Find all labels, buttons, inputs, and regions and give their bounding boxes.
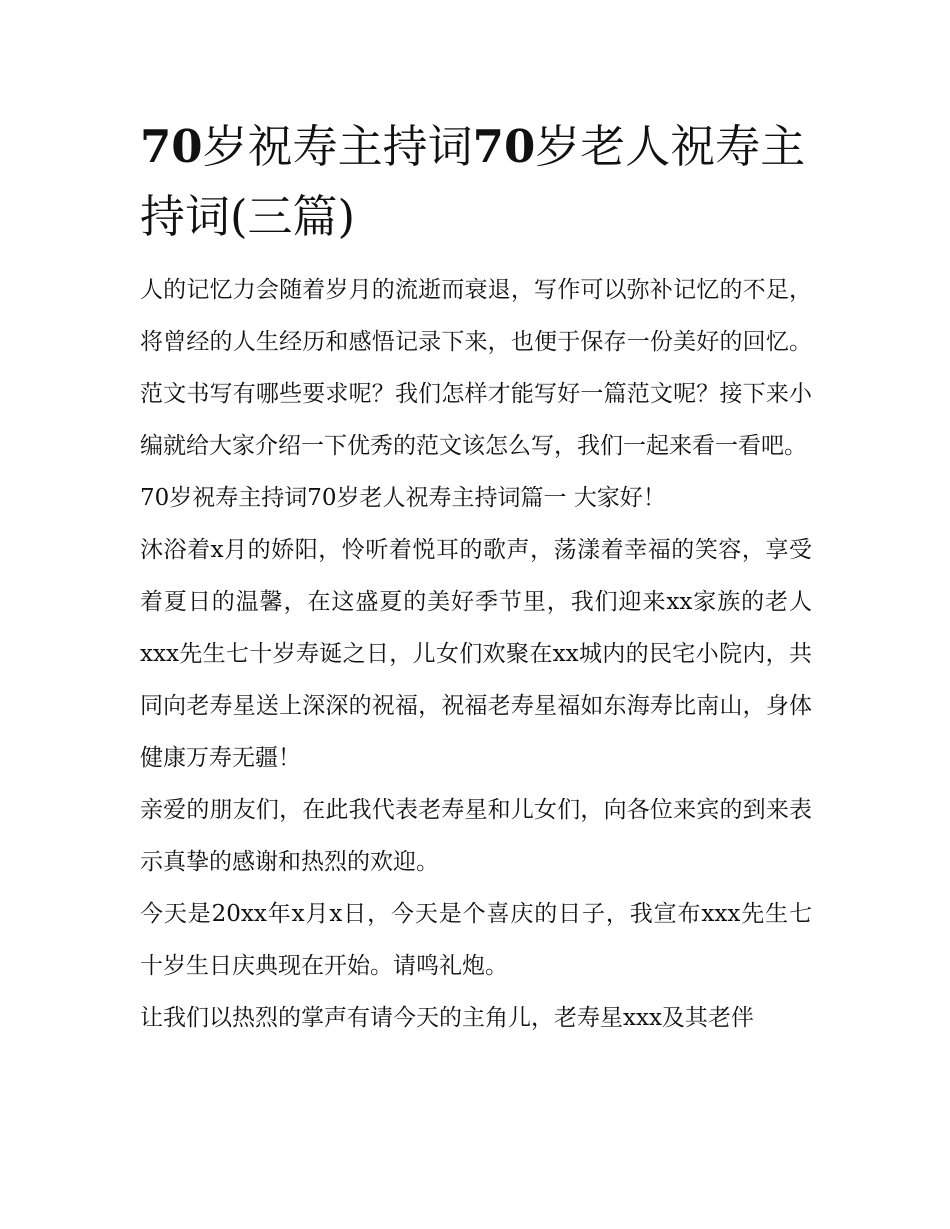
intro-paragraph: 人的记忆力会随着岁月的流逝而衰退，写作可以弥补记忆的不足，将曾经的人生经历和感悟记录下来，也便于保存一份美好的回忆。范文书写有哪些要求呢？我们怎样才能写好一篇范文呢？接下来小编就给大家介绍一下优秀的范文该怎么写，我们一起来看一看吧。 <box>140 277 812 459</box>
body-paragraph: 今天是20xx年x月x日，今天是个喜庆的日子，我宣布xxx先生七十岁生日庆典现在开始。请鸣礼炮。 <box>140 901 812 979</box>
section-heading-paragraph: 70岁祝寿主持词70岁老人祝寿主持词篇一 大家好！ <box>140 485 666 511</box>
body-paragraph: 沐浴着x月的娇阳，怜听着悦耳的歌声，荡漾着幸福的笑容，享受着夏日的温馨，在这盛夏的美好季节里，我们迎来xx家族的老人xxx先生七十岁寿诞之日，儿女们欢聚在xx城内的民宅小院内，共同向老寿星送上深深的祝福，祝福老寿星福如东海寿比南山，身体健康万寿无疆！ <box>140 537 812 771</box>
document-body <box>140 112 812 1044</box>
body-paragraph: 亲爱的朋友们，在此我代表老寿星和儿女们，向各位来宾的到来表示真挚的感谢和热烈的欢迎。 <box>140 797 812 875</box>
document-title: 70岁祝寿主持词70岁老人祝寿主持词(三篇) <box>140 120 806 243</box>
body-paragraph: 让我们以热烈的掌声有请今天的主角儿，老寿星xxx及其老伴 <box>140 1005 754 1031</box>
